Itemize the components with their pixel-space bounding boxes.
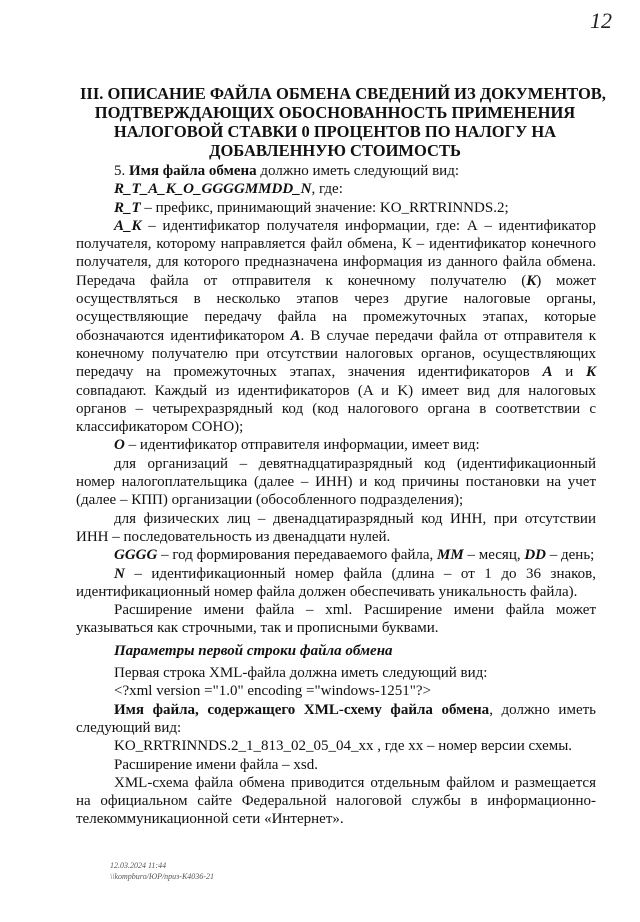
paragraph-schema-name-value: KO_RRTRINNDS.2_1_813_02_05_04_xx , где хх – номер версии схемы. [114, 738, 573, 755]
heading-line: III. ОПИСАНИЕ ФАЙЛА ОБМЕНА СВЕДЕНИЙ ИЗ ДОКУМЕНТОВ, [80, 84, 606, 103]
paragraph-file-name-intro: 5. Имя файла обмена должно иметь следующий вид: [114, 163, 459, 179]
subheading-first-line-params: Параметры первой строки файла обмена [114, 642, 393, 659]
document-body [76, 162, 596, 829]
paragraph-recipient-id: A_K – идентификатор получателя информации, где: А – идентификатор получателя, которому направляется файл обмена, К – идентификатор конечного получателя, для которого предназначена информация из данного файла обмена. Передача файла от отправителя к конечному получателю (K) может осуществляться в несколько этапов через другие налоговые органы, осуществляющие передачу файла на промежуточных этапах, которые обозначаются идентификатором A. В случае передачи файла от отправителя к конечному получателю при отсутствии налоговых органов, осуществляющих передачу на промежуточных этапах, значения идентификаторов A и K совпадают. Каждый из идентификаторов (A и K) имеет вид для налоговых органов – четырехразрядный код (код налогового органа в соответствии с классификатором СОНО); [76, 217, 597, 436]
heading-line: ПОДТВЕРЖДАЮЩИХ ОБОСНОВАННОСТЬ ПРИМЕНЕНИЯ [94, 103, 576, 122]
xml-declaration: <?xml version ="1.0" encoding ="windows-1251"?> [114, 683, 432, 700]
paragraph-individuals: для физических лиц – двенадцатиразрядный код ИНН, при отсутствии ИНН – последовательность из двенадцати нулей. [76, 510, 596, 545]
section-heading [80, 84, 606, 160]
paragraph-organizations: для организаций – девятнадцатиразрядный код (идентификационный номер налогоплательщика (далее – ИНН) и код причины постановки на учет (далее – КПП) организации (обособленного подразделения); [76, 455, 596, 509]
paragraph-prefix: R_T – префикс, принимающий значение: KO_RRTRINNDS.2; [114, 199, 509, 216]
paragraph-first-line: Первая строка XML-файла должна иметь следующий вид: [114, 665, 488, 682]
page-number: 12 [590, 8, 612, 33]
paragraph-schema-file-name: Имя файла, содержащего XML-схему файла обмена, должно иметь следующий вид: [76, 701, 596, 736]
heading-line: ДОБАВЛЕННУЮ СТОИМОСТЬ [209, 141, 461, 160]
paragraph-file-name-pattern: R_T_A_K_O_GGGGMMDD_N, где: [114, 181, 343, 198]
heading-line: НАЛОГОВОЙ СТАВКИ 0 ПРОЦЕНТОВ ПО НАЛОГУ НА [113, 122, 557, 141]
footer-path: \\kompburo/ЮР/приз-К4036-21 [110, 872, 214, 881]
paragraph-file-number: N – идентификационный номер файла (длина – от 1 до 36 знаков, идентификационный номер файла должен обеспечивать уникальность файла). [76, 565, 596, 600]
footer-stamp [110, 860, 214, 882]
paragraph-extension-xml: Расширение имени файла – xml. Расширение имени файла может указываться как строчными, так и прописными буквами. [76, 602, 596, 637]
paragraph-sender-id: O – идентификатор отправителя информации, имеет вид: [114, 437, 480, 454]
paragraph-extension-xsd: Расширение имени файла – xsd. [114, 756, 318, 773]
paragraph-date: GGGG – год формирования передаваемого файла, MM – месяц, DD – день; [114, 547, 595, 564]
paragraph-schema-location: XML-схема файла обмена приводится отдельным файлом и размещается на официальном сайте Федеральной налоговой службы в информационно-телекоммуникационной сети «Интернет». [76, 774, 596, 828]
footer-timestamp: 12.03.2024 11:44 [110, 861, 167, 870]
